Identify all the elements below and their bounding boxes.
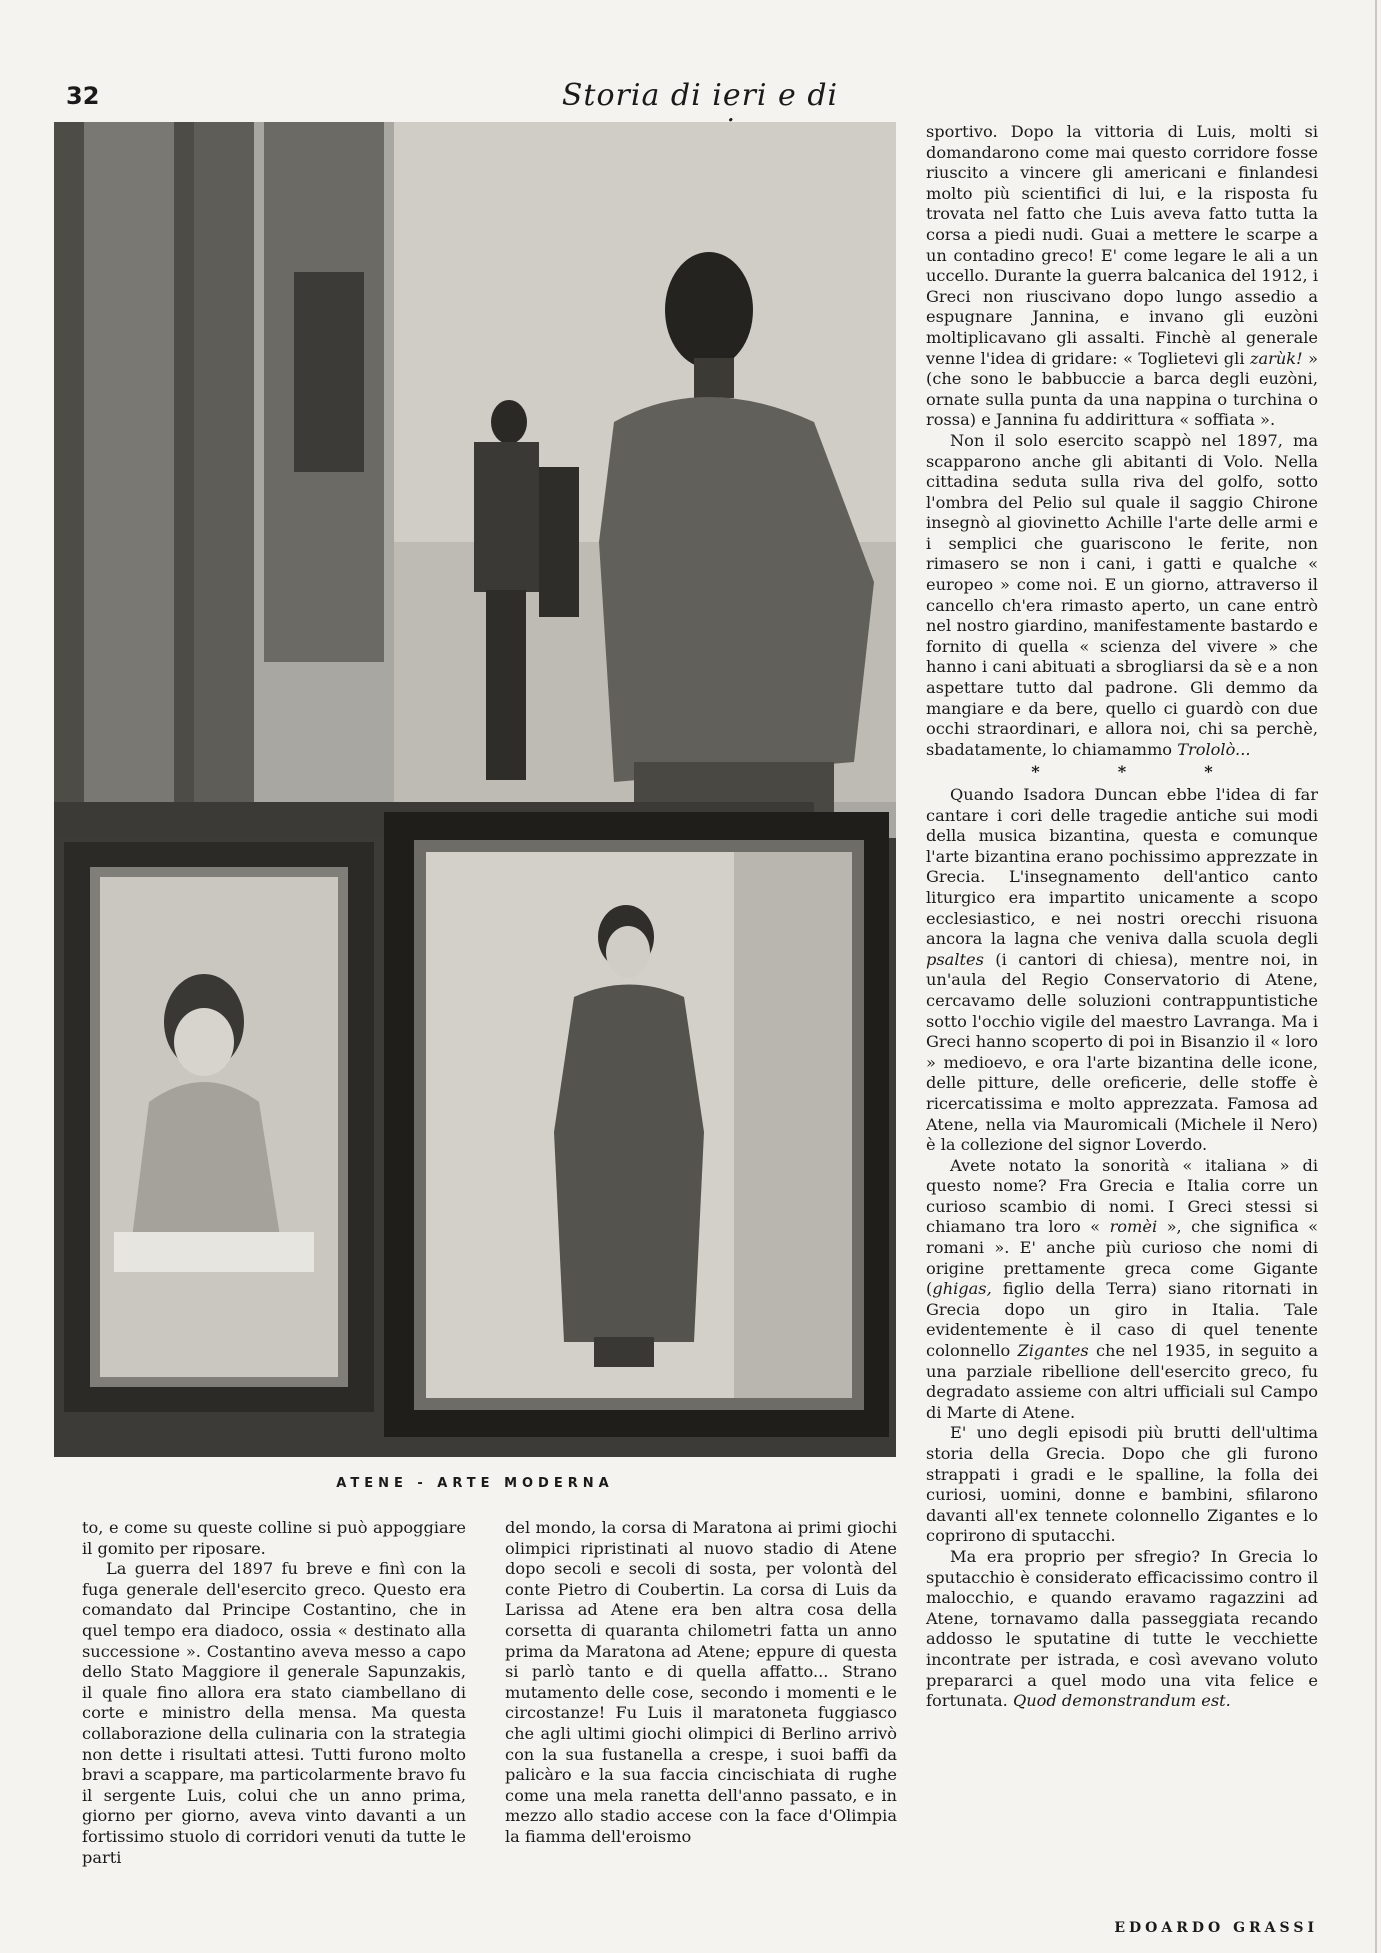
paragraph: E' uno degli episodi più brutti dell'ultima storia della Grecia. Dopo che gli furono strappati i gradi e le spalline, la folla dei curiosi, uomini, donne e bambini, sfilarono davanti all'ex tennete colonnello Zigantes e lo coprirono di sputacchi. — [926, 1423, 1318, 1546]
paragraph: Non il solo esercito scappò nel 1897, ma scapparono anche gli abitanti di Volo. Nella cittadina seduta sulla riva del golfo, sotto l'ombra del Pelio sul quale il saggio Chirone insegnò al giovinetto Achille l'arte delle armi e i semplici che guariscono le ferite, non rimasero se non i cani, i gatti e qualche « europeo » come noi. E un giorno, attraverso il cancello ch'era rimasto aperto, un cane entrò nel nostro giardino, manifestamente bastardo e fornito di quella « scienza del vivere » che hanno i cani abituati a sbrogliarsi da sè e a non aspettare tutto dal padrone. Gli demmo da mangiare e da bere, quello ci guardò con due occhi straordinari, e allora noi, chi sa perchè, sbadatamente, lo chiamammo Trololò... — [926, 430, 1318, 759]
paragraph: Quando Isadora Duncan ebbe l'idea di far cantare i cori delle tragedie antiche sui modi della musica bizantina, questa e comunque l'arte bizantina erano pochissimo apprezzate in Grecia. L'insegnamento dell'antico canto liturgico era impartito unicamente a scopo ecclesiastico, e nei nostri orecchi risuona ancora la lagna che veniva dalla scuola degli psaltes (i cantori di chiesa), mentre noi, in un'aula del Regio Conservatorio di Atene, cercavamo delle soluzioni contrappuntistiche sotto l'occhio vigile del maestro Lavranga. Ma i Greci hanno scoperto di poi in Bisanzio il « loro » medioevo, e ora l'arte bizantina delle icone, delle pitture, delle oreficerie, delle stoffe è ricercatissima e molto apprezzata. Famosa ad Atene, nella via Mauromicali (Michele il Nero) è la collezione del signor Loverdo. — [926, 785, 1318, 1155]
paragraph: La guerra del 1897 fu breve e finì con la fuga generale dell'esercito greco. Questo era comandato dal Principe Costantino, che in quel tempo era diadoco, ossia « destinato alla successione ». Costantino aveva messo a capo dello Stato Maggiore il generale Sapunzakis, il quale fino allora era stato ciambellano di corte e ministro della mensa. Ma questa collaborazione della culinaria con la strategia non dette i risultati attesi. Tutti furono molto bravi a scappare, ma particolarmente bravo fu il sergente Luis, colui che un anno prima, giorno per giorno, aveva vinto davanti a un fortissimo stuolo di corridori venuti da tutte le parti — [82, 1559, 466, 1867]
section-divider: * * * — [1031, 762, 1213, 782]
article-column-middle — [505, 1518, 897, 1848]
photo-illustration — [54, 122, 896, 1457]
paragraph: sportivo. Dopo la vittoria di Luis, molti si domandarono come mai questo corridore fosse riuscito a vincere gli americani e finlandesi molto più scientifici di lui, e la risposta fu trovata nel fatto che Luis aveva fatto tutta la corsa a piedi nudi. Guai a mettere le scarpe a un contadino greco! E' come legare le ali a un uccello. Durante la guerra balcanica del 1912, i Greci non riuscivano dopo lungo assedio a espugnare Jannina, e invano gli euzòni moltiplicavano gli assalti. Finchè al generale venne l'idea di gridare: « Toglietevi gli zarùk! » (che sono le babbuccie a barca degli euzòni, ornate sulla punta da una nappina o turchina o rossa) e Jannina fu addirittura « soffiata ». — [926, 122, 1319, 430]
page-edge — [1375, 0, 1377, 1953]
paragraph: to, e come su queste colline si può appoggiare il gomito per riposare. — [82, 1518, 466, 1558]
photograph — [54, 122, 896, 1457]
paragraph: Avete notato la sonorità « italiana » di questo nome? Fra Grecia e Italia corre un curioso scambio di nomi. I Greci stessi si chiamano tra loro « romèi », che significa « romani ». E' anche più curioso che nomi di origine prettamente greca come Gigante (ghigas, figlio della Terra) siano ritornati in Grecia dopo un giro in Italia. Tale evidentemente è il caso di quel tenente colonnello Zigantes che nel 1935, in seguito a una parziale ribellione dell'esercito greco, fu degradato assieme con altri ufficiali sul Campo di Marte di Atene. — [926, 1155, 1318, 1422]
magazine-title: Storia di ieri e di — [561, 78, 839, 113]
paragraph: del mondo, la corsa di Maratona ai primi giochi olimpici ripristinati al nuovo stadio di Atene dopo secoli e secoli di sosta, per volontà del conte Pietro di Coubertin. La corsa di Luis da Larissa ad Atene era ben altra cosa della corsetta di quaranta chilometri fatta un anno prima da Maratona ad Atene; eppure di questa si parlò tanto e di quella affatto... Strano mutamento delle cose, secondo i momenti e le circostanze! Fu Luis il maratoneta fuggiasco che agli ultimi giochi olimpici di Berlino arrivò con la sua fustanella a crespe, i suoi baffi da palicàro e la sua faccia cincischiata di rughe come una mela ranetta dell'anno passato, e in mezzo allo stadio accese con la face d'Olimpia la fiamma dell'eroismo — [505, 1518, 897, 1846]
article-column-left — [82, 1518, 466, 1868]
paragraph: Ma era proprio per sfregio? In Grecia lo sputacchio è considerato efficacissimo contro il malocchio, e quando eravamo ragazzini ad Atene, tornavamo dalla passeggiata recando addosso le sputatine di tutte le vecchiette incontrate per istrada, e così avevano voluto prepararci a quel modo una vita felice e fortunata. Quod demonstrandum est. — [926, 1546, 1318, 1711]
article-column-right — [926, 122, 1318, 1712]
author-signature: EDOARDO GRASSI — [1114, 1920, 1318, 1936]
photo-caption: ATENE - ARTE MODERNA — [336, 1476, 614, 1491]
page-number: 32 — [66, 82, 100, 110]
